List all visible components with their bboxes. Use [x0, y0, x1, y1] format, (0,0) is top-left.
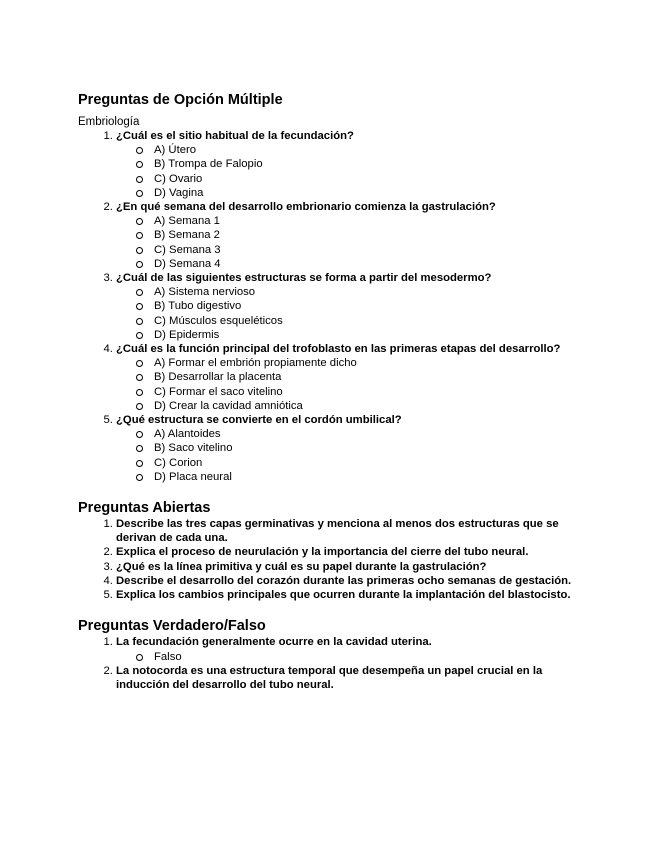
mc-question: [116, 342, 588, 413]
option-item: C) Músculos esqueléticos: [154, 314, 588, 328]
option-item: B) Desarrollar la placenta: [154, 370, 588, 384]
open-question: 3. ¿Qué es la línea primitiva y cuál es su papel durante la gastrulación?: [116, 560, 588, 574]
multiple-choice-heading: Preguntas de Opción Múltiple: [78, 92, 283, 108]
multiple-choice-list: [78, 129, 588, 484]
option-item: C) Semana 3: [154, 243, 588, 257]
option-list: [116, 143, 588, 200]
document-page: [78, 92, 588, 692]
mc-question: [116, 200, 588, 271]
option-list: [116, 285, 588, 342]
open-question: 4. Describe el desarrollo del corazón durante las primeras ocho semanas de gestación.: [116, 574, 588, 588]
option-item: A) Formar el embrión propiamente dicho: [154, 356, 588, 370]
option-item: A) Semana 1: [154, 214, 588, 228]
tf-question: [116, 664, 588, 692]
option-item: D) Semana 4: [154, 257, 588, 271]
option-item: C) Ovario: [154, 172, 588, 186]
open-questions-list: [78, 517, 588, 602]
mc-question-text: ¿Qué estructura se convierte en el cordón umbilical?: [116, 414, 402, 427]
mc-question: [116, 129, 588, 200]
mc-question: [116, 271, 588, 342]
option-item: B) Tubo digestivo: [154, 299, 588, 313]
mc-question-text: ¿Cuál de las siguientes estructuras se forma a partir del mesodermo?: [116, 272, 492, 285]
subject-subtitle: Embriología: [78, 116, 140, 128]
open-question: 2. Explica el proceso de neurulación y la importancia del cierre del tubo neural.: [116, 545, 588, 559]
option-item: D) Crear la cavidad amniótica: [154, 399, 588, 413]
option-item: A) Alantoides: [154, 427, 588, 441]
tf-question: [116, 635, 588, 663]
option-item: A) Sistema nervioso: [154, 285, 588, 299]
mc-question-text: ¿Cuál es la función principal del trofoblasto en las primeras etapas del desarrollo?: [116, 343, 561, 356]
true-false-heading: Preguntas Verdadero/Falso: [78, 618, 266, 635]
answer-item: Falso: [154, 650, 588, 664]
option-item: D) Vagina: [154, 186, 588, 200]
mc-question: [116, 413, 588, 484]
option-list: [116, 214, 588, 271]
open-question: 5. Explica los cambios principales que ocurren durante la implantación del blastocisto.: [116, 588, 588, 602]
option-item: C) Corion: [154, 456, 588, 470]
true-false-list: [78, 635, 588, 692]
option-item: A) Útero: [154, 143, 588, 157]
option-item: C) Formar el saco vitelino: [154, 385, 588, 399]
open-questions-heading: Preguntas Abiertas: [78, 500, 211, 517]
option-item: D) Placa neural: [154, 470, 588, 484]
mc-question-text: ¿En qué semana del desarrollo embrionario comienza la gastrulación?: [116, 201, 496, 214]
option-item: B) Trompa de Falopio: [154, 157, 588, 171]
answer-list: [116, 650, 588, 664]
option-item: D) Epidermis: [154, 328, 588, 342]
open-question: 1. Describe las tres capas germinativas y menciona al menos dos estructuras que se derivan de cada una.: [116, 517, 588, 545]
tf-question-text: La fecundación generalmente ocurre en la cavidad uterina.: [116, 636, 432, 649]
mc-question-text: ¿Cuál es el sitio habitual de la fecundación?: [116, 130, 354, 142]
option-item: B) Semana 2: [154, 228, 588, 242]
tf-question-text: La notocorda es una estructura temporal que desempeña un papel crucial en la inducción del desarrollo del tubo neural.: [116, 664, 543, 691]
option-item: B) Saco vitelino: [154, 441, 588, 455]
option-list: [116, 356, 588, 413]
option-list: [116, 427, 588, 484]
